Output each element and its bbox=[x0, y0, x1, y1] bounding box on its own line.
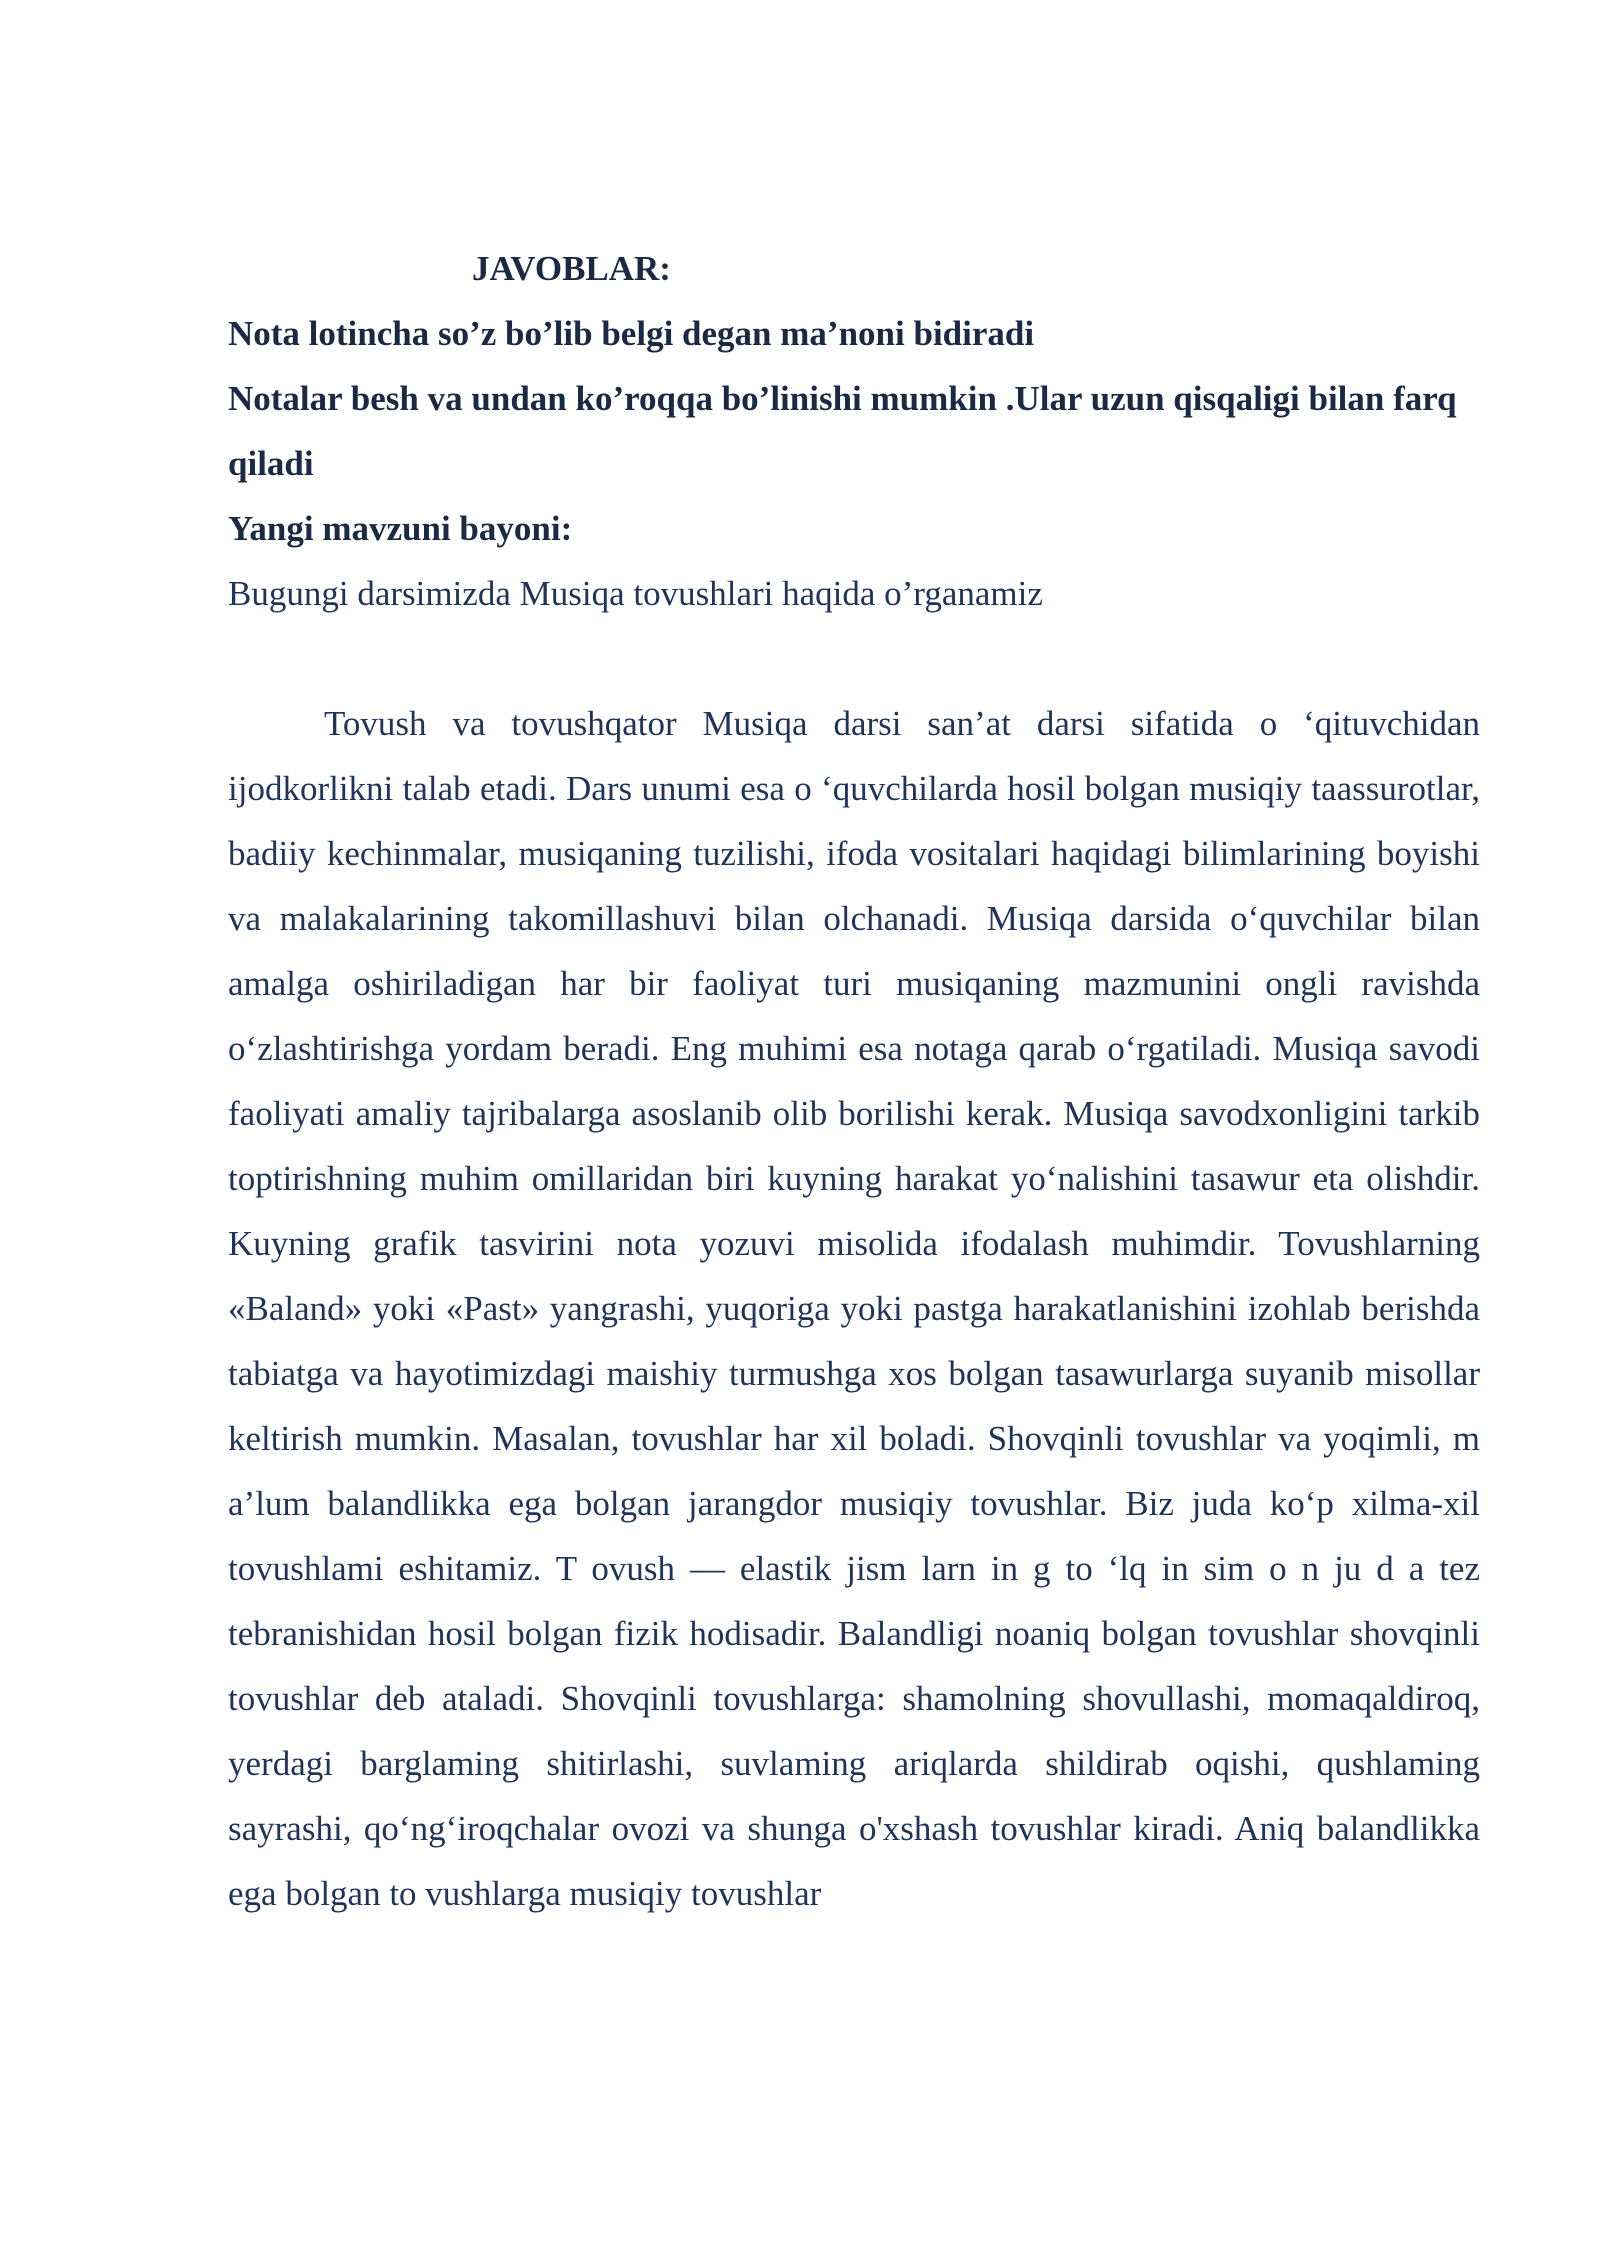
document-page bbox=[228, 236, 1480, 1926]
intro-line: Bugungi darsimizda Musiqa tovushlari haqida o’rganamiz bbox=[228, 574, 1043, 613]
new-topic-heading: Yangi mavzuni bayoni: bbox=[228, 509, 573, 548]
paragraph-spacer bbox=[228, 626, 1480, 691]
body-paragraph: Tovush va tovushqator Musiqa darsi san’at darsi sifatida o ‘qituvchidan ijodkorlikni talab etadi. Dars unumi esa o ‘quvchilarda hosil bolgan musiqiy taassurotlar, badiiy kechinmalar, musiqaning tuzilishi, ifoda vositalari haqidagi bilimlarining boyishi va malakalarining takomillashuvi bilan olchanadi. Musiqa darsida o‘quvchilar bilan amalga oshiriladigan har bir faoliyat turi musiqaning mazmunini ongli ravishda o‘zlashtirishga yordam beradi. Eng muhimi esa notaga qarab o‘rgatiladi. Musiqa savodi faoliyati amaliy tajribalarga asoslanib olib borilishi kerak. Musiqa savodxonligini tarkib toptirishning muhim omillaridan biri kuyning harakat yo‘nalishini tasawur eta olishdir. Kuyning grafik tasvirini nota yozuvi misolida ifodalash muhimdir. Tovushlarning «Baland» yoki «Past» yangrashi, yuqoriga yoki pastga harakatlanishini izohlab berishda tabiatga va hayotimizdagi maishiy turmushga xos bolgan tasawurlarga suyanib misollar keltirish mumkin. Masalan, tovushlar har xil boladi. Shovqinli tovushlar va yoqimli, m a’lum balandlikka ega bolgan jarangdor musiqiy tovushlar. Biz juda ko‘p xilma-xil tovushlami eshitamiz. T ovush — elastik jism larn in g to ‘lq in sim o n ju d a tez tebranishidan hosil bolgan fizik hodisadir. Balandligi noaniq bolgan tovushlar shovqinli tovushlar deb ataladi. Shovqinli tovushlarga: shamolning shovullashi, momaqaldiroq, yerdagi barglaming shitirlashi, suvlaming ariqlarda shildirab oqishi, qushlaming sayrashi, qo‘ng‘iroqchalar ovozi va shunga o'xshash tovushlar kiradi. Aniq balandlikka ega bolgan to vushlarga musiqiy tovushlar bbox=[228, 704, 1480, 1913]
answer-one: Nota lotincha so’z bo’lib belgi degan ma’noni bidiradi bbox=[228, 314, 1035, 353]
page-title: JAVOBLAR: bbox=[472, 249, 671, 288]
answer-two: Notalar besh va undan ko’roqqa bo’linishi mumkin .Ular uzun qisqaligi bilan farq qiladi bbox=[228, 379, 1457, 483]
